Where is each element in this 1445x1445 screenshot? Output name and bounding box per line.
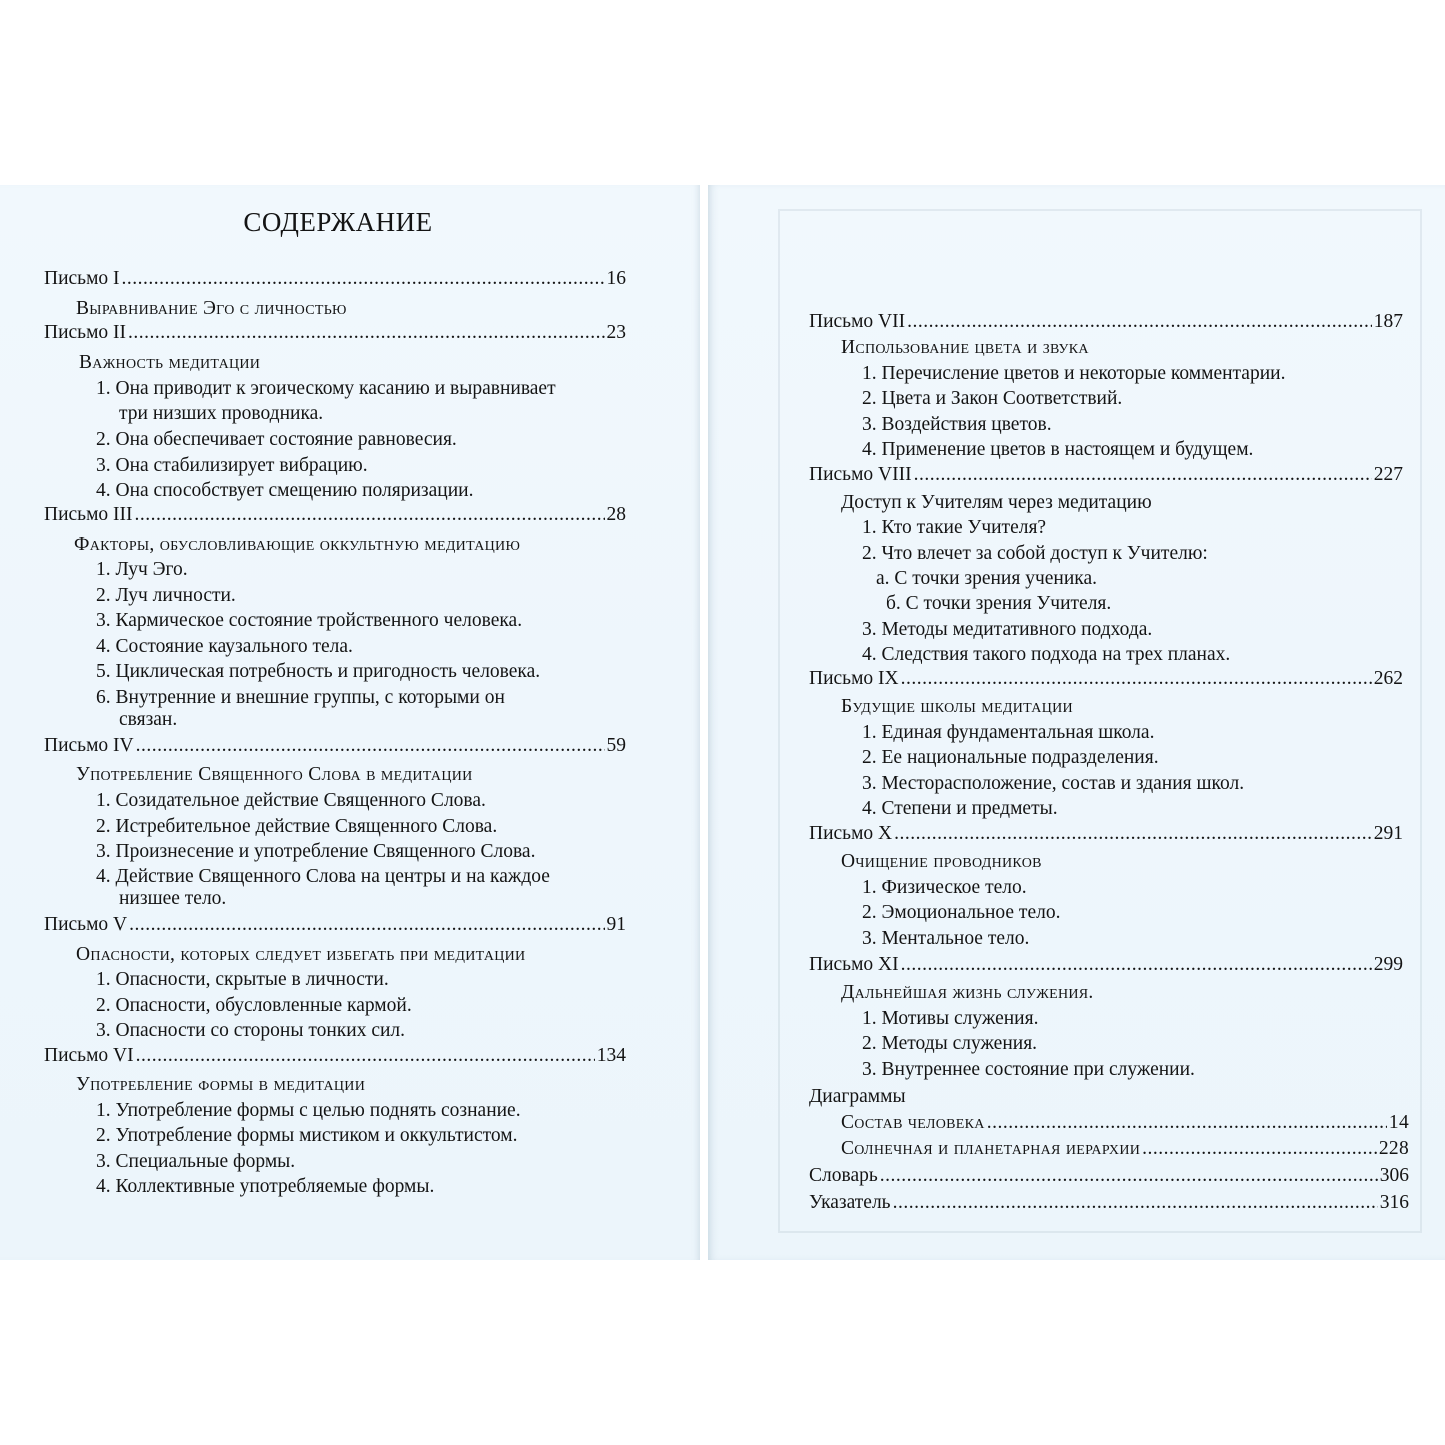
- toc-entry-letter-4: Письмо IV ..... 59: [44, 734, 626, 758]
- toc-item: 1. Употребление формы с целью поднять сознание.: [96, 1100, 521, 1121]
- toc-subtitle: Выравнивание Эго с личностью: [76, 298, 347, 319]
- toc-item: 4. Действие Священного Слова на центры и на каждое: [96, 866, 550, 887]
- toc-item: 4. Состояние каузального тела.: [96, 636, 353, 657]
- toc-item: 3. Она стабилизирует вибрацию.: [96, 455, 368, 476]
- toc-item: 2. Употребление формы мистиком и оккультистом.: [96, 1125, 518, 1146]
- toc-subtitle: Дальнейшая жизнь служения.: [841, 982, 1094, 1003]
- toc-subtitle: Факторы, обусловливающие оккультную медитацию: [74, 534, 521, 555]
- toc-subtitle: Использование цвета и звука: [841, 337, 1089, 358]
- toc-item: 2. Эмоциональное тело.: [862, 902, 1061, 923]
- toc-item: 1. Единая фундаментальная школа.: [862, 722, 1155, 743]
- toc-item: 4. Коллективные употребляемые формы.: [96, 1176, 435, 1197]
- toc-item: 2. Луч личности.: [96, 585, 236, 606]
- toc-item: 3. Месторасположение, состав и здания школ.: [862, 773, 1245, 794]
- toc-subtitle: Очищение проводников: [841, 851, 1042, 872]
- toc-item: низшее тело.: [119, 888, 227, 909]
- toc-item: 6. Внутренние и внешние группы, с которыми он: [96, 687, 505, 708]
- toc-item: 1. Созидательное действие Священного Слова.: [96, 790, 486, 811]
- toc-item: 2. Цвета и Закон Соответствий.: [862, 388, 1123, 409]
- toc-item: 4. Применение цветов в настоящем и будущем.: [862, 439, 1254, 460]
- left-page: [0, 185, 700, 1260]
- toc-item: 2. Она обеспечивает состояние равновесия.: [96, 429, 457, 450]
- toc-item: 3. Специальные формы.: [96, 1151, 296, 1172]
- toc-subtitle: Опасности, которых следует избегать при медитации: [76, 944, 526, 965]
- toc-item: 1. Физическое тело.: [862, 877, 1027, 898]
- toc-item: 4. Она способствует смещению поляризации.: [96, 480, 474, 501]
- toc-entry-diagram-2: Солнечная и планетарная иерархии ..... 228: [841, 1137, 1409, 1161]
- toc-entry-diagrams: Диаграммы: [809, 1086, 906, 1107]
- toc-entry-letter-9: Письмо IX ..... 262: [809, 667, 1403, 691]
- toc-subtitle: Будущие школы медитации: [841, 696, 1073, 717]
- toc-entry-letter-11: Письмо XI ..... 299: [809, 953, 1403, 977]
- toc-subtitle: Употребление формы в медитации: [76, 1074, 366, 1095]
- toc-item: 2. Опасности, обусловленные кармой.: [96, 995, 412, 1016]
- toc-item: 3. Воздействия цветов.: [862, 414, 1052, 435]
- toc-item: 2. Методы служения.: [862, 1033, 1038, 1054]
- toc-item: 1. Она приводит к эгоическому касанию и выравнивает: [96, 378, 556, 399]
- toc-item: три низших проводника.: [119, 403, 324, 424]
- toc-subtitle: Доступ к Учителям через медитацию: [841, 492, 1152, 513]
- toc-item: 4. Следствия такого подхода на трех планах.: [862, 644, 1231, 665]
- toc-item: б. С точки зрения Учителя.: [886, 593, 1112, 614]
- toc-item: 3. Ментальное тело.: [862, 928, 1030, 949]
- toc-subtitle: Употребление Священного Слова в медитации: [76, 764, 473, 785]
- toc-item: 3. Внутреннее состояние при служении.: [862, 1059, 1195, 1080]
- toc-item: 3. Методы медитативного подхода.: [862, 619, 1153, 640]
- toc-item: 1. Мотивы служения.: [862, 1008, 1039, 1029]
- toc-entry-letter-1: Письмо I ..... 16: [44, 267, 626, 291]
- toc-item: 5. Циклическая потребность и пригодность человека.: [96, 661, 541, 682]
- toc-item: 2. Ее национальные подразделения.: [862, 747, 1159, 768]
- toc-item: 1. Опасности, скрытые в личности.: [96, 969, 389, 990]
- toc-item: 3. Произнесение и употребление Священного Слова.: [96, 841, 536, 862]
- toc-entry-letter-2: Письмо II ..... 23: [44, 321, 626, 345]
- toc-item: 2. Истребительное действие Священного Слова.: [96, 816, 498, 837]
- toc-item: 3. Кармическое состояние тройственного человека.: [96, 610, 523, 631]
- toc-subtitle: Важность медитации: [79, 352, 261, 373]
- toc-item: 1. Кто такие Учителя?: [862, 517, 1047, 538]
- toc-entry-letter-6: Письмо VI ..... 134: [44, 1044, 626, 1068]
- page-title: СОДЕРЖАНИЕ: [243, 207, 433, 237]
- toc-item: 3. Опасности со стороны тонких сил.: [96, 1020, 406, 1041]
- toc-entry-letter-7: Письмо VII ..... 187: [809, 310, 1403, 334]
- toc-item: а. С точки зрения ученика.: [876, 568, 1098, 589]
- toc-item: связан.: [119, 709, 178, 730]
- toc-entry-diagram-1: Состав человека ..... 14: [841, 1111, 1409, 1135]
- toc-entry-glossary: Словарь ..... 306: [809, 1164, 1409, 1188]
- toc-entry-letter-8: Письмо VIII ..... 227: [809, 463, 1403, 487]
- toc-entry-letter-5: Письмо V ..... 91: [44, 913, 626, 937]
- toc-item: 2. Что влечет за собой доступ к Учителю:: [862, 543, 1208, 564]
- toc-entry-letter-10: Письмо X ..... 291: [809, 822, 1403, 846]
- toc-item: 4. Степени и предметы.: [862, 798, 1058, 819]
- toc-item: 1. Луч Эго.: [96, 559, 188, 580]
- toc-item: 1. Перечисление цветов и некоторые комментарии.: [862, 363, 1286, 384]
- right-page: [708, 185, 1445, 1260]
- toc-entry-index: Указатель ..... 316: [809, 1191, 1409, 1215]
- toc-entry-letter-3: Письмо III ..... 28: [44, 503, 626, 527]
